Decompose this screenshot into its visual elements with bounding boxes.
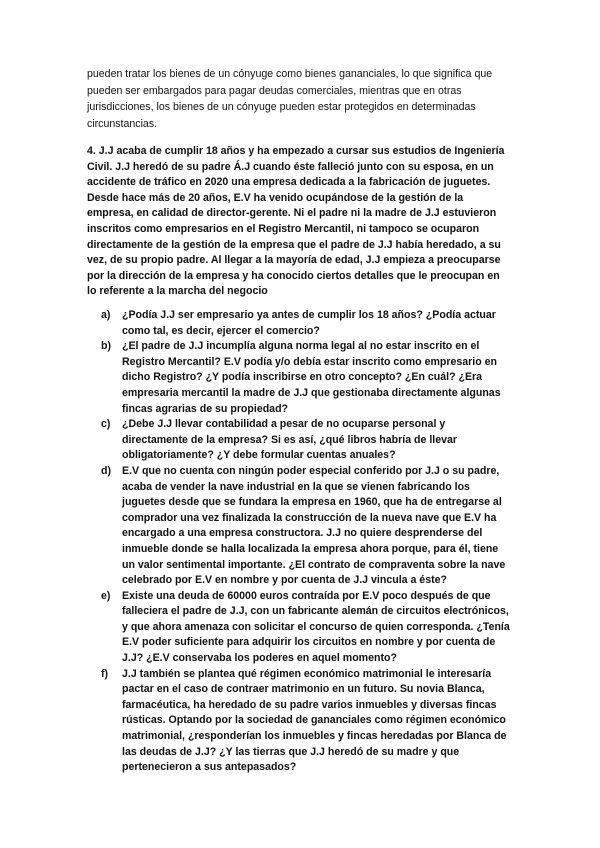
text-line: por la dirección de la empresa y ha conocido ciertos detalles que le preocupan en xyxy=(87,269,500,282)
question-letter: d) xyxy=(101,464,111,477)
text-line: acaba de vender la nave industrial en la que se vienen fabricando los xyxy=(122,480,470,493)
text-line: inmueble donde se halla localizada la empresa ahora porque, para él, tiene xyxy=(122,542,499,555)
text-line: un valor sentimental importante. ¿El contrato de compraventa sobre la nave xyxy=(122,558,506,571)
text-line: juguetes desde que se fundara la empresa en 1960, que ha de entregarse al xyxy=(122,496,502,509)
intro-paragraph xyxy=(87,66,527,132)
text-line: vez, de su propio padre. Al llegar a la mayoría de edad, J.J empieza a preocuparse xyxy=(87,254,501,267)
text-line: dicho Registro? ¿Y podía inscribirse en otro concepto? ¿En cuál? ¿Era xyxy=(122,371,483,384)
question-letter: f) xyxy=(101,667,109,680)
text-line: pertenecieron a sus antepasados? xyxy=(122,761,297,774)
question-e xyxy=(87,589,527,667)
text-line: inscritos como empresarios en el Registro Mercantil, ni tampoco se ocuparon xyxy=(87,222,480,235)
question-letter: c) xyxy=(101,418,111,431)
question-letter: e) xyxy=(101,589,111,602)
text-line: pueden tratar los bienes de un cónyuge como bienes gananciales, lo que significa que xyxy=(87,68,493,80)
text-line: 4. J.J acaba de cumplir 18 años y ha empezado a cursar sus estudios de Ingeniería xyxy=(87,145,505,157)
text-line: lo referente a la marcha del negocio xyxy=(87,285,268,298)
text-line: falleciera el padre de J.J, con un fabricante alemán de circuitos electrónicos, xyxy=(122,605,509,618)
text-line: farmacéutica, ha heredado de su padre varios inmuebles y diversas fincas xyxy=(122,698,497,711)
text-line: ¿Debe J.J llevar contabilidad a pesar de no ocuparse personal y xyxy=(122,418,446,431)
text-line: directamente de la gestión de la empresa que el padre de J.J había heredado, a su xyxy=(87,238,501,251)
question-b xyxy=(87,339,527,417)
text-line: E.V que no cuenta con ningún poder especial conferido por J.J o su padre, xyxy=(122,464,500,477)
question-c xyxy=(87,417,527,464)
text-line: circunstancias. xyxy=(87,117,158,130)
text-line: ¿Podía J.J ser empresario ya antes de cumplir los 18 años? ¿Podía actuar xyxy=(122,309,496,321)
question-d xyxy=(87,464,527,589)
text-line: Desde hace más de 20 años, E.V ha venido ocupándose de la gestión de la xyxy=(87,191,464,204)
question-letter: b) xyxy=(101,340,111,353)
text-line: matrimonial, ¿responderían los inmuebles y fincas heredadas por Blanca de xyxy=(122,730,507,743)
text-line: comprador una vez finalizada la construcción de la nueva nave que E.V ha xyxy=(122,511,497,524)
question-list xyxy=(87,308,527,776)
question-a xyxy=(87,308,527,339)
text-line: ¿El padre de J.J incumplía alguna norma legal al no estar inscrito en el xyxy=(122,340,480,353)
text-line: Existe una deuda de 60000 euros contraída por E.V poco después de que xyxy=(122,589,491,602)
text-line: empresa, en calidad de director-gerente. Ni el padre ni la madre de J.J estuvieron xyxy=(87,207,497,220)
text-line: J.J? ¿E.V conservaba los poderes en aquel momento? xyxy=(122,652,397,665)
text-line: Civil. J.J heredó de su padre Á.J cuando éste falleció junto con su esposa, en un xyxy=(87,160,494,173)
text-line: directamente de la empresa? Si es así, ¿qué libros habría de llevar xyxy=(122,433,458,446)
text-line: celebrado por E.V en nombre y por cuenta de J.J vincula a éste? xyxy=(122,574,447,587)
text-line: rústicas. Optando por la sociedad de gananciales como régimen económico xyxy=(122,714,506,727)
text-line: obligatoriamente? ¿Y debe formular cuentas anuales? xyxy=(122,449,396,462)
text-line: Registro Mercantil? E.V podía y/o debía estar inscrito como empresario en xyxy=(122,355,498,368)
text-line: como tal, es decir, ejercer el comercio? xyxy=(122,324,320,337)
text-line: pactar en el caso de contraer matrimonio en un futuro. Su novia Blanca, xyxy=(122,683,485,696)
case-statement xyxy=(87,144,527,300)
text-line: pueden ser embargados para pagar deudas comerciales, mientras que en otras xyxy=(87,84,462,97)
text-line: E.V poder suficiente para adquirir los circuitos en nombre y por cuenta de xyxy=(122,636,496,649)
text-line: jurisdicciones, los bienes de un cónyuge pueden estar protegidos en determinadas xyxy=(87,101,476,114)
text-line: empresaria mercantil la madre de J.J que gestionaba directamente algunas xyxy=(122,386,501,399)
question-f xyxy=(87,667,527,776)
text-line: y que ahora amenaza con solicitar el concurso de quien corresponda. ¿Tenía xyxy=(122,620,510,633)
text-line: las deudas de J.J? ¿Y las tierras que J.J heredó de su madre y que xyxy=(122,745,460,758)
text-line: accidente de tráfico en 2020 una empresa dedicada a la fabricación de juguetes. xyxy=(87,176,491,189)
text-line: fincas agrarias de su propiedad? xyxy=(122,402,289,415)
text-line: J.J también se plantea qué régimen económico matrimonial le interesaría xyxy=(122,667,492,680)
text-line: encargado a una empresa constructora. J.J no quiere desprenderse del xyxy=(122,527,483,540)
question-letter: a) xyxy=(101,309,111,321)
